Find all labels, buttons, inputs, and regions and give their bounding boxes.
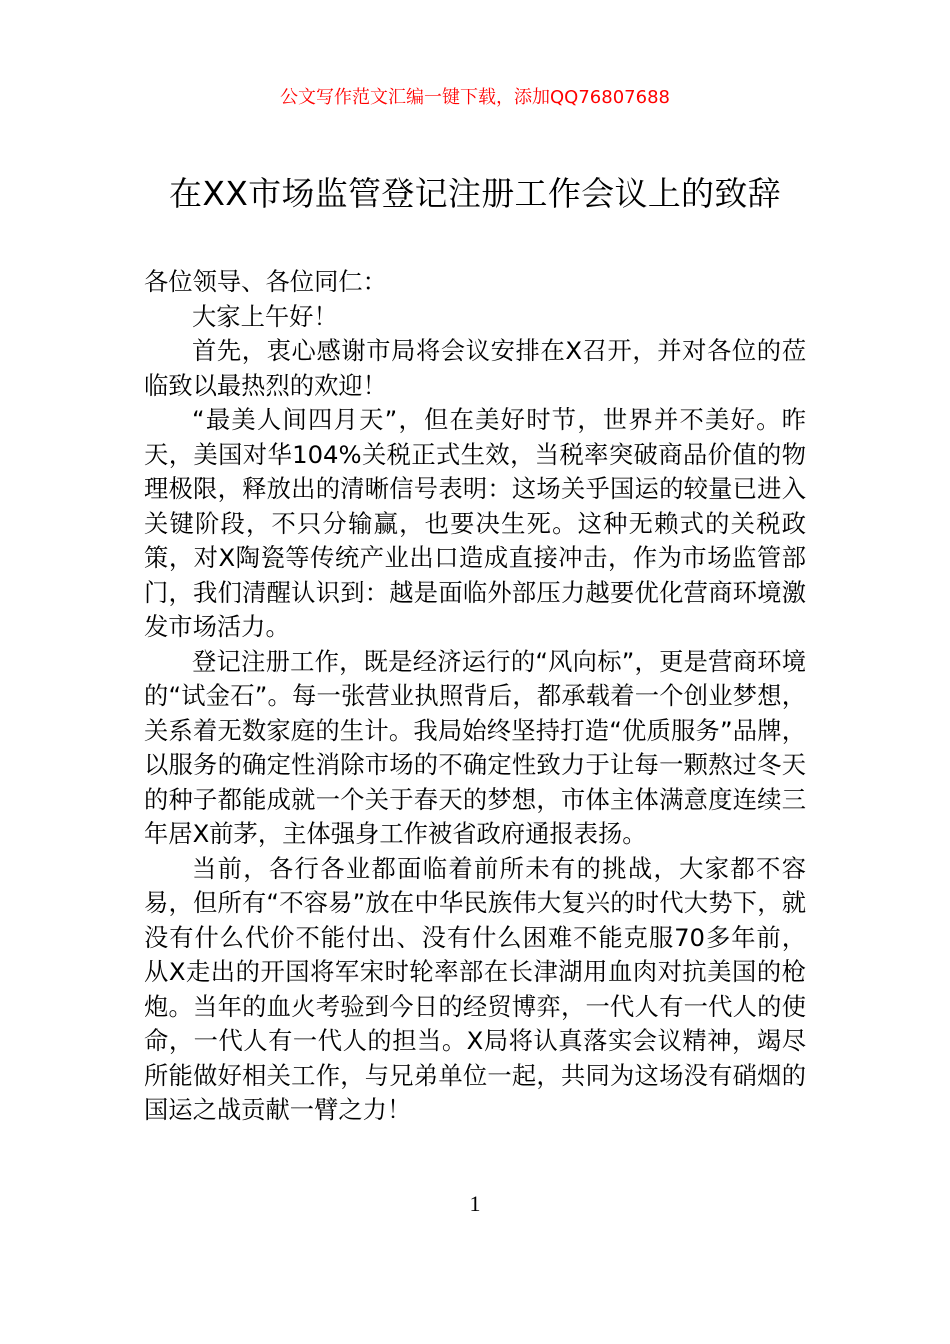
document-title: 在XX市场监管登记注册工作会议上的致辞 xyxy=(169,174,781,213)
paragraph-tariff: “最美人间四月天”，但在美好时节，世界并不美好。昨天，美国对华104%关税正式生效，当税率突破商品价值的物理极限，释放出的清晰信号表明：这场关乎国运的较量已进入关键阶段，不只分输赢，也要决生死。这种无赖式的关税政策，对X陶瓷等传统产业出口造成直接冲击，作为市场监管部门，我们清醒认识到：越是面临外部压力越要优化营商环境激发市场活力。 xyxy=(144,405,806,641)
header-note: 公文写作范文汇编一键下载，添加QQ76807688 xyxy=(280,87,670,108)
paragraph-registration: 登记注册工作，既是经济运行的“风向标”，更是营商环境的“试金石”。每一张营业执照背后，都承载着一个创业梦想，关系着无数家庭的生计。我局始终坚持打造“优质服务”品牌，以服务的确定性消除市场的不确定性致力于让每一颗熬过冬天的种子都能成就一个关于春天的梦想，市体主体满意度连续三年居X前茅，主体强身工作被省政府通报表扬。 xyxy=(144,646,806,848)
paragraph-thanks: 首先，衷心感谢市局将会议安排在X召开，并对各位的莅临致以最热烈的欢迎！ xyxy=(144,336,806,400)
page-number: 1 xyxy=(469,1191,481,1216)
paragraph-challenge: 当前，各行各业都面临着前所未有的挑战，大家都不容易，但所有“不容易”放在中华民族伟大复兴的时代大势下，就没有什么代价不能付出、没有什么困难不能克服70多年前，从X走出的开国将军宋时轮率部在长津湖用血肉对抗美国的枪炮。当年的血火考验到今日的经贸博弈，一代人有一代人的使命，一代人有一代人的担当。X局将认真落实会议精神，竭尽所能做好相关工作，与兄弟单位一起，共同为这场没有硝烟的国运之战贡献一臂之力！ xyxy=(144,853,806,1124)
paragraph-greeting: 大家上午好！ xyxy=(192,301,338,331)
salutation: 各位领导、各位同仁： xyxy=(144,267,387,296)
document-body xyxy=(144,265,806,1128)
